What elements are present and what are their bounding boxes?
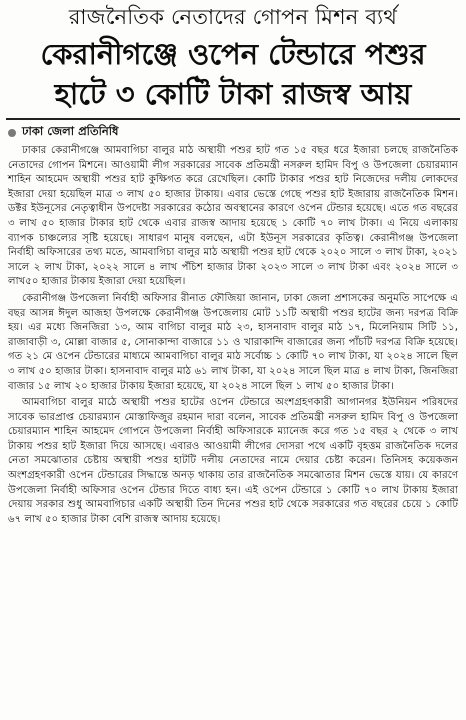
kicker: রাজনৈতিক নেতাদের গোপন মিশন ব্যর্থ <box>68 5 398 29</box>
byline-text: ঢাকা জেলা প্রতিনিধি <box>22 124 119 138</box>
paragraph-1: ঢাকার কেরানীগঞ্জে আমবাগিচা বালুর মাঠ অস্থায়ী পশুর হাট গত ১৫ বছর ধরে ইজারা চলছে রাজনৈতিক নেতাদের গোপন মিশনে। আওয়ামী লীগ সরকারের সাবেক প্রতিমন্ত্রী নসরুল হামিদ বিপু ও উপজেলা চেয়ারম্যান শাহিন আহমেদ অস্থায়ী পশুর হাট কুক্ষিগত করে রেখেছিল। কোটি টাকার পশুর হাট নিজেদের দলীয় লোকদের ইজারা দেয়া হয়েছিল মাত্র ৩ লাখ ৫০ হাজার টাকায়। এবার ভেস্তে গেছে পশুর হাট ইজারায় রাজনৈতিক মিশন। ডক্টর ইউনূসের নেতৃত্বাধীন উপদেষ্টা সরকারের কঠোর অবস্থানের কারণে ওপেন টেন্ডার হয়েছে। এতে গত বছরের ৩ লাখ ৫০ হাজার টাকার হাট থেকে এবার রাজস্ব আদায় হয়েছে ১ কোটি ৭০ লাখ টাকা। এ নিয়ে এলাকায় ব্যাপক চাঞ্চল্যের সৃষ্টি হয়েছে। সাধারণ মানুষ বলছেন, এটা ইউনূস সরকারের কৃতিত্ব। কেরানীগঞ্জ উপজেলা নির্বাহী অফিসারের তথ্য মতে, আমবাগিচা বালুর মাঠ অস্থায়ী পশুর হাট থেকে ২০২০ সালে ৩ লাখ টাকা, ২০২১ সালে ২ লাখ টাকা, ২০২২ সালে ৪ লাখ পঁচিশ হাজার টাকা ২০২৩ সালে ৩ লাখ টাকা এবং ২০২৪ সালে ৩ লাখ৫০ হাজার টাকায় ইজারা দেয়া হয়েছিল। <box>8 145 458 288</box>
headline-line-2: হাটে ৩ কোটি টাকা রাজস্ব আয় <box>54 77 412 111</box>
bullet-icon <box>8 129 16 137</box>
headline <box>0 34 466 114</box>
byline <box>8 123 466 142</box>
paragraph-2: কেরানীগঞ্জ উপজেলা নির্বাহী অফিসার রীনাত ফৌজিয়া জানান, ঢাকা জেলা প্রশাসকের অনুমতি সাপেক্ষে এ বছর আসন্ন ঈদুল আজহা উপলক্ষে কেরানীগঞ্জ উপজেলায় মোট ১১টি অস্থায়ী পশুর হাটের জন্য দরপত্র বিক্রি হয়। এর মধ্যে জিনজিরা ১৩, আম বাগিচা বালুর মাঠ ২৩, হাসনাবাদ বালুর মাঠ ১৭, মিলেনিয়াম সিটি ১১, রাজাবাড়ী ৩, মোল্লা বাজার ৫, সোনাকান্দা বাজারে ১১ ও খারাকান্দি বাজারের জন্য পাঁচটি দরপত্র বিক্রি হয়েছে। গত ২১ মে ওপেন টেন্ডারের মাধ্যমে আমবাগিচা বালুর মাঠ সর্বোচ্চ ১ কোটি ৭০ লাখ টাকা, যা ২০২৪ সালে ছিল ৩ লাখ ৫০ হাজার টাকা। হাসনাবাদ বালুর মাঠ ৬১ লাখ টাকা, যা ২০২৪ সালে ছিল মাত্র ৪ লাখ টাকা, জিনজিরা বাজার ১৫ লাখ ২০ হাজার টাকায় ইজারা হয়েছে, যা ২০২৪ সালে ছিল ১ লাখ ৫০ হাজার টাকা। <box>8 292 458 392</box>
paragraph-3: আমবাগিচা বালুর মাঠে অস্থায়ী পশুর হাটের ওপেন টেন্ডারে অংশগ্রহণকারী আগানগর ইউনিয়ন পরিষদের সাবেক ভারপ্রাপ্ত চেয়ারম্যান মোস্তাফিজুর রহমান দারা বলেন, সাবেক প্রতিমন্ত্রী নসরুল হামিদ বিপু ও উপজেলা চেয়ারম্যান শাহিন আহমেদ গোপনে উপজেলা নির্বাহী অফিসারকে ম্যানেজ করে গত ১৫ বছর ২ থেকে ৩ লাখ টাকায় পশুর হাট ইজারা দিয়ে আসছে। এবারও আওয়ামী লীগের দোসরা পথে একটি বৃহত্তম রাজনৈতিক দলের নেতা সমঝোতার চেষ্টায় অস্থায়ী পশুর হাটটি দলীয় নেতাদের নামে দেয়ার চেষ্টা করেন। তিনিসহ কয়েকজন অংশগ্রহণকারী ওপেন টেন্ডারের সিদ্ধান্তে অনড় থাকায় তার রাজনৈতিক সমঝোতার মিশন ভেস্তে যায়। যে কারণে উপজেলা নির্বাহী অফিসার ওপেন টেন্ডার দিতে বাধ্য হন। এই ওপেন টেন্ডারে ১ কোটি ৭০ লাখ টাকায় ইজারা দেয়ায় সরকার শুধু আমবাগিচার একটি অস্থায়ী তিন দিনের পশুর হাট থেকে সরকারের গত বছরের চেয়ে ১ কোটি ৬৭ লাখ ৫০ হাজার টাকা বেশি রাজস্ব আদায় হয়েছে। <box>8 397 458 525</box>
article-body <box>0 144 466 527</box>
divider <box>6 118 460 120</box>
headline-line-1: কেরানীগঞ্জে ওপেন টেন্ডারে পশুর <box>40 37 426 71</box>
